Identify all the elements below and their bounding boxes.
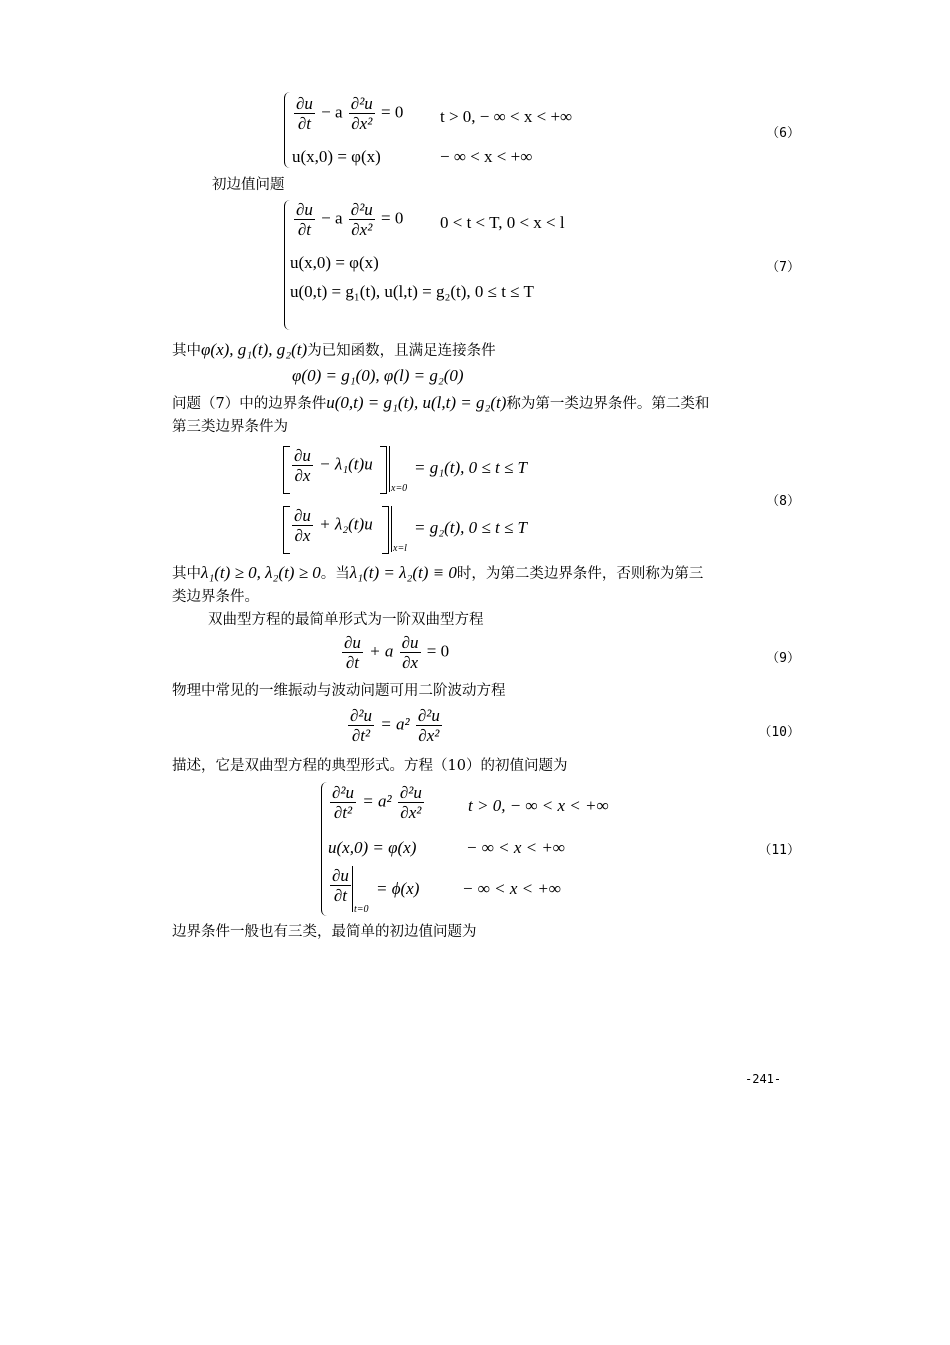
eq11-line2: u(x,0) = φ(x) (328, 838, 417, 857)
eq6-cond1: t > 0, − ∞ < x < +∞ (440, 107, 573, 126)
eq-connection-condition: φ(0) = g₁(0), φ(l) = g₂(0) (292, 366, 464, 385)
eq8-bar2 (391, 506, 392, 552)
eq7-line3: u(0,t) = g₁(t), u(l,t) = g₂(t), 0 ≤ t ≤ T (290, 282, 534, 301)
eq7-line2: u(x,0) = φ(x) (290, 253, 379, 272)
eq8-sub1: x=0 (391, 483, 408, 494)
frac-d2u-dx2: $\frac{\text{∂²u}}{\text{∂x²}}$ (350, 94, 373, 133)
eq8-line2: $\frac{\partial u}{\partial x}$ + λ₂(t)u (294, 506, 373, 545)
eq8-bracket1-left (283, 446, 290, 494)
frac-d2u-dt2: $\frac{\text{∂²u}}{\text{∂t²}}$ (332, 783, 354, 822)
eq11-bar (352, 866, 353, 912)
text-where-2-cont: 类边界条件。 (172, 589, 259, 605)
eq11-line3 (328, 866, 353, 905)
eq11-cond3: − ∞ < x < +∞ (462, 879, 561, 898)
eq11-cond1: t > 0, − ∞ < x < +∞ (468, 796, 609, 815)
eq8-bracket2-left (283, 506, 290, 554)
text-initial-boundary: 初边值问题 (212, 177, 285, 193)
eq6-line2: u(x,0) = φ(x) (292, 147, 381, 166)
frac-du-dx: $\frac{\partial u}{\partial x}$ (294, 446, 311, 485)
frac-du-dt: $\frac{\partial u}{\partial t}$ (296, 94, 313, 133)
eq10-number: （10） (758, 725, 800, 740)
frac-d2u-dt2: $\frac{\text{∂²u}}{\text{∂t²}}$ (350, 706, 372, 745)
frac-d2u-dx2: $\frac{\text{∂²u}}{\text{∂x²}}$ (350, 200, 373, 239)
eq11-rhs3: = ϕ(x) (376, 879, 420, 898)
eq9: $\frac{\partial u}{\partial t}$ + a $\frac{\partial u}{\partial x}$ = 0 (344, 633, 450, 672)
eq6-line1: $\frac{\partial u}{\partial t}$ − a $\frac{\text{∂²u}}{\text{∂x²}}$ = 0 (296, 94, 404, 133)
eq6-cond2: − ∞ < x < +∞ (440, 147, 533, 166)
text-hyperbolic: 双曲型方程的最简单形式为一阶双曲型方程 (208, 612, 484, 628)
frac-du-dt: $\frac{\partial u}{\partial t}$ (296, 200, 313, 239)
eq7-number: （7） (766, 260, 800, 275)
eq11-number: （11） (758, 843, 800, 858)
eq8-rhs1: = g₁(t), 0 ≤ t ≤ T (414, 458, 528, 477)
eq8-bracket1-right (380, 446, 387, 494)
text-problem7-cont: 第三类边界条件为 (172, 419, 288, 435)
eq8-rhs2: = g₂(t), 0 ≤ t ≤ T (414, 518, 528, 537)
frac-d2u-dx2: $\frac{\text{∂²u}}{\text{∂x²}}$ (417, 706, 440, 745)
frac-d2u-dx2: $\frac{\text{∂²u}}{\text{∂x²}}$ (399, 783, 422, 822)
frac-du-dt: $\frac{\partial u}{\partial t}$ (344, 633, 361, 672)
eq7-cond1: 0 < t < T, 0 < x < l (440, 213, 565, 232)
text-describe: 描述，它是双曲型方程的典型形式。方程（10）的初值问题为 (172, 758, 568, 774)
eq9-number: （9） (766, 651, 800, 666)
text-physics: 物理中常见的一维振动与波动问题可用二阶波动方程 (172, 683, 506, 699)
eq6-number: （6） (766, 126, 800, 141)
eq10: $\frac{\text{∂²u}}{\text{∂t²}}$ = a² $\frac{\text{∂²u}}{\text{∂x²}}$ (350, 706, 440, 745)
frac-du-dt: $\frac{\partial u}{\partial t}$ (332, 866, 349, 905)
eq8-bracket2-right (382, 506, 389, 554)
eq11-line1: $\frac{\text{∂²u}}{\text{∂t²}}$ = a² $\frac{\text{∂²u}}{\text{∂x²}}$ (332, 783, 422, 822)
eq7-line1: $\frac{\partial u}{\partial t}$ − a $\frac{\text{∂²u}}{\text{∂x²}}$ = 0 (296, 200, 404, 239)
text-problem7: 问题（7）中的边界条件u(0,t) = g₁(t), u(l,t) = g₂(t)称为第一类边界条件。第二类和 (172, 393, 710, 412)
frac-du-dx: $\frac{\partial u}{\partial x}$ (294, 506, 311, 545)
eq11-cond2: − ∞ < x < +∞ (466, 838, 565, 857)
eq8-number: （8） (766, 494, 800, 509)
eq8-sub2: x=l (393, 543, 407, 554)
text-boundary-three: 边界条件一般也有三类，最简单的初边值问题为 (172, 924, 477, 940)
eq8-line1: $\frac{\partial u}{\partial x}$ − λ₁(t)u (294, 446, 373, 485)
text-where-1: 其中φ(x), g₁(t), g₂(t)为已知函数，且满足连接条件 (172, 340, 496, 359)
eq8-bar1 (389, 446, 390, 492)
frac-du-dx: $\frac{\partial u}{\partial x}$ (401, 633, 419, 672)
text-where-2: 其中λ₁(t) ≥ 0, λ₂(t) ≥ 0。当λ₁(t) = λ₂(t) ≡ 0时，为第二类边界条件，否则称为第三 (172, 563, 704, 582)
eq11-sub: t=0 (354, 904, 369, 915)
page-number: -241- (745, 1072, 782, 1086)
